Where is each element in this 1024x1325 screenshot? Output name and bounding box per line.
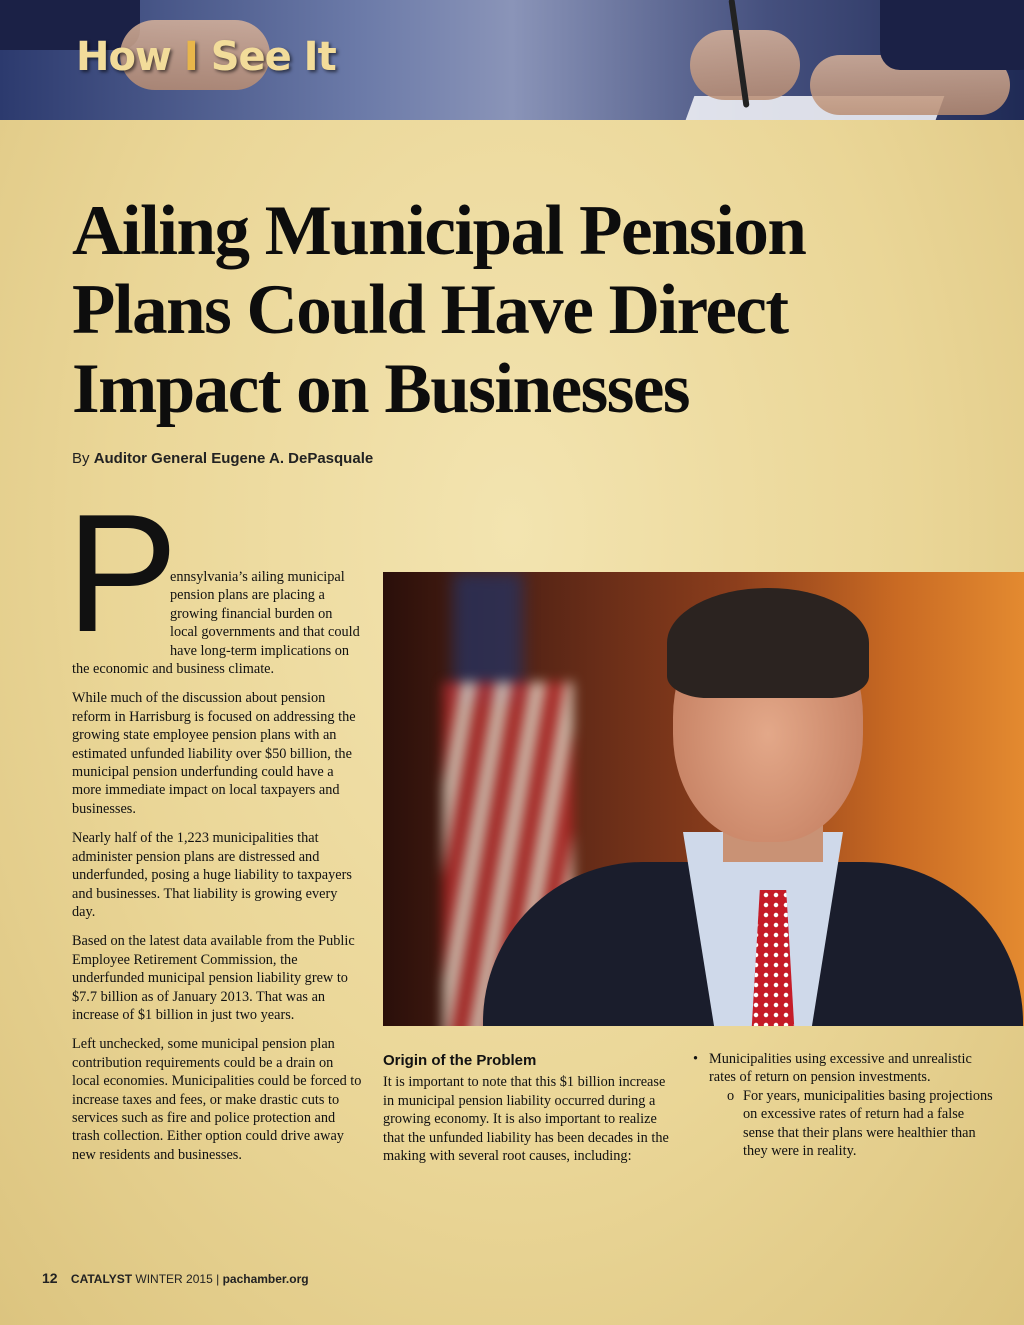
page-number: 12 (42, 1270, 58, 1286)
issue-label: WINTER 2015 (135, 1272, 213, 1286)
byline (72, 450, 373, 467)
header-photo-sleeve-right (880, 0, 1024, 70)
sub-bullet-item (693, 1087, 993, 1161)
byline-prefix: By (72, 450, 90, 467)
footer-separator: | (216, 1272, 220, 1286)
section-title-separator: I (183, 34, 198, 80)
body-paragraph: While much of the discussion about pension reform in Harrisburg is focused on addressing the growing state employee pension plans with an estimated unfunded liability over $50 billion, the municipal pension underfunding could have a more immediate impact on local taxpayers and businesses. (72, 690, 356, 817)
bullet-text: Municipalities using excessive and unrealistic rates of return on pension investments. (709, 1051, 972, 1086)
portrait-hair (667, 588, 869, 698)
header-banner (0, 0, 1024, 120)
lead-paragraph-text: ennsylvania’s ailing municipal pension plans are placing a growing financial burden on local governments and that could have long-term implications on the economic and business climate. (72, 569, 360, 678)
column-right (693, 1050, 993, 1160)
column-middle (383, 1052, 678, 1176)
sub-bullet-marker: o (727, 1087, 735, 1104)
magazine-name: CATALYST (70, 1272, 133, 1286)
origin-paragraph: It is important to note that this $1 billion increase in municipal pension liability occurred during a growing economy. It is also important to realize that the unfunded liability has been decades in the making with several root causes, including: (383, 1074, 669, 1165)
bullet-marker: • (693, 1051, 699, 1067)
lead-paragraph (72, 568, 362, 678)
body-paragraph: Based on the latest data available from the Public Employee Retirement Commission, the underfunded municipal pension liability grew to $7.7 billion as of January 2013. That was an increase of $1 billion in just two years. (72, 933, 355, 1023)
sub-bullet-text: For years, municipalities basing projections on excessive rates of return had a false sense that their plans were healthier than they were in reality. (743, 1087, 993, 1160)
bullet-item (693, 1050, 993, 1087)
drop-cap-spacer (72, 568, 170, 642)
drop-cap: P (66, 479, 179, 667)
author-portrait-photo (383, 572, 1024, 1026)
page-footer (42, 1270, 309, 1286)
byline-author: Auditor General Eugene A. DePasquale (93, 450, 374, 467)
section-title-part2: See It (210, 34, 336, 80)
article-headline: Ailing Municipal Pension Plans Could Have Direct Impact on Businesses (72, 192, 806, 428)
section-subhead: Origin of the Problem (383, 1052, 537, 1069)
website-link[interactable]: pachamber.org (222, 1272, 309, 1286)
column-left (72, 568, 362, 1175)
section-title (76, 34, 336, 80)
body-paragraph: Left unchecked, some municipal pension plan contribution requirements could be a drain on local economies. Municipalities could be forced to increase taxes and fees, or make drastic cuts to services such as fire and police protection and trash collection. Either option could drive away new residents and businesses. (72, 1036, 362, 1163)
body-paragraph: Nearly half of the 1,223 municipalities that administer pension plans are distressed and underfunded, posing a huge liability to taxpayers and businesses. That liability is growing every day. (72, 830, 352, 920)
section-title-part1: How (76, 34, 171, 80)
